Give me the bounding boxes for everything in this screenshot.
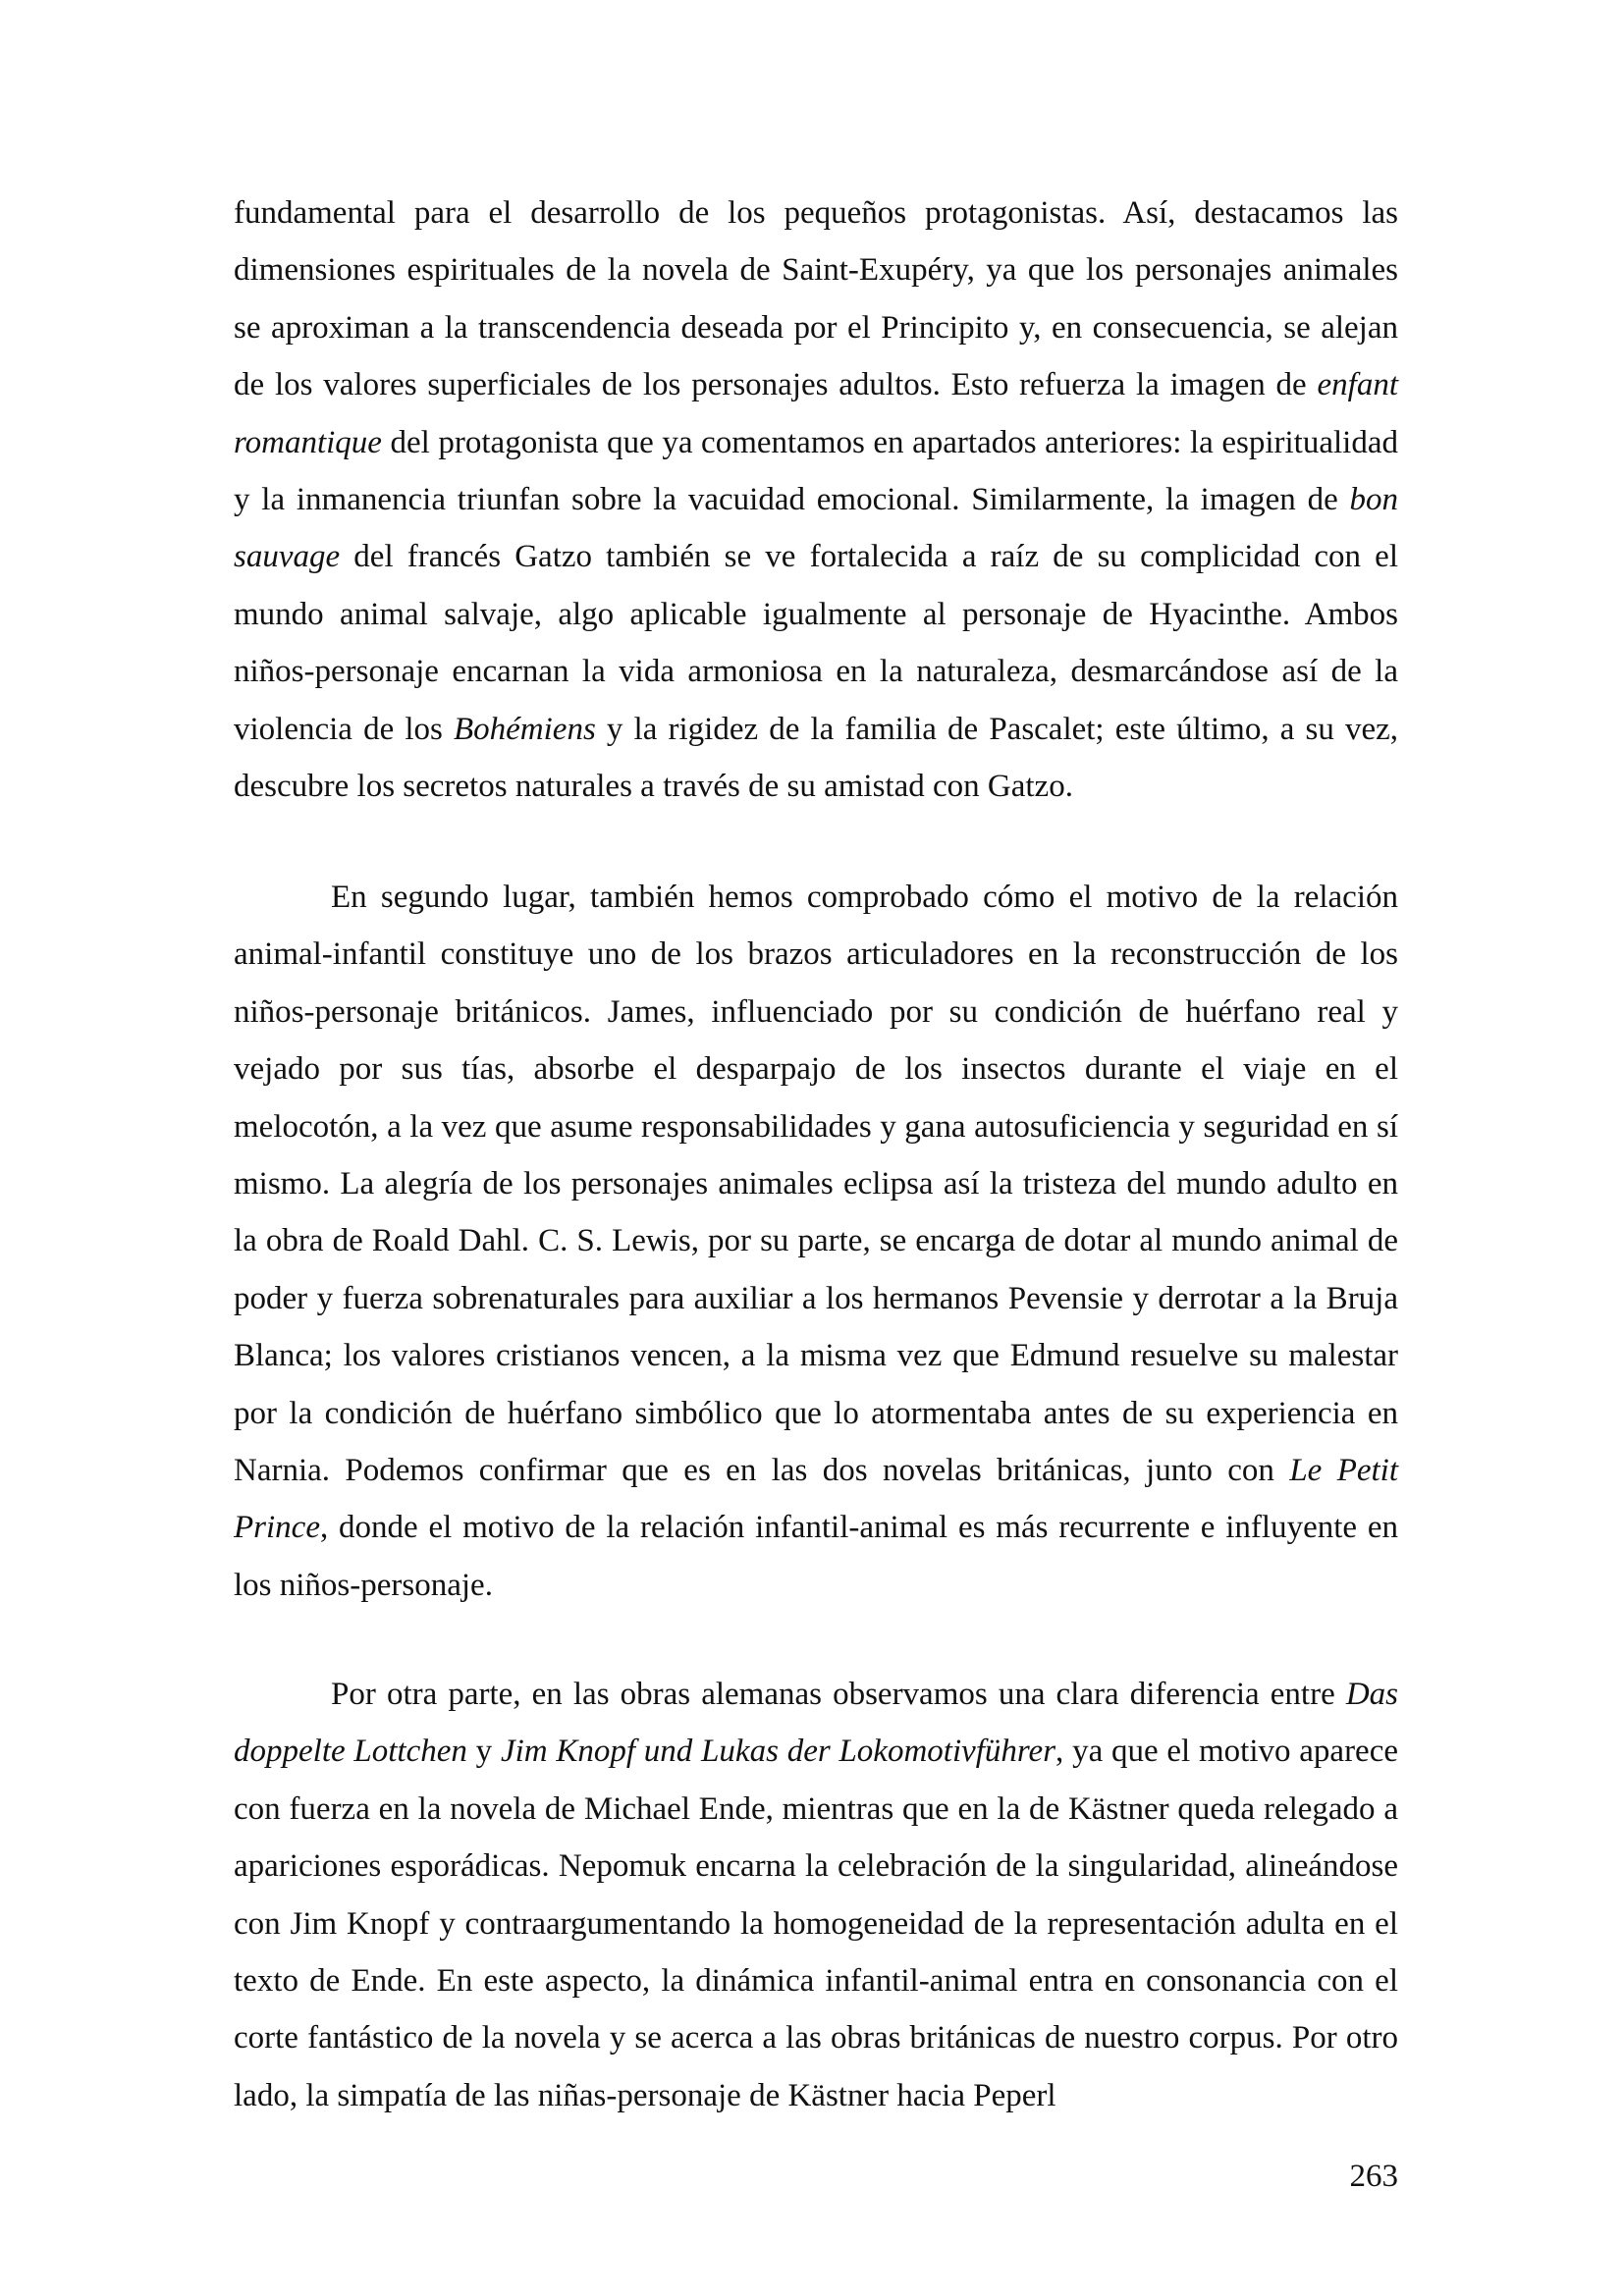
italic-term: Le Petit Prince <box>234 1453 1399 1546</box>
paragraph-german-novels <box>234 1666 1398 2124</box>
text-run: del protagonista que ya comentamos en apartados anteriores: la espiritualidad y la inmanencia triunfan sobre la vacuidad emocional. Similarmente, la imagen de <box>234 424 1398 518</box>
paragraph-text <box>234 1666 1398 2124</box>
paragraph-text <box>234 185 1398 815</box>
text-run: del francés Gatzo también se ve fortalecida a raíz de su complicidad con el mundo animal salvaje, algo aplicable igualmente al personaje de Hyacinthe. Ambos niños-personaje encarnan la vida armoniosa en la naturaleza, desmarcándose así de la violencia de los <box>234 539 1398 747</box>
text-run: , donde el motivo de la relación infantil-animal es más recurrente e influyente en los niños-personaje. <box>234 1510 1398 1603</box>
italic-term: bon sauvage <box>234 482 1398 575</box>
italic-term: Bohémiens <box>454 711 596 747</box>
text-run: Por otra parte, en las obras alemanas observamos una clara diferencia entre <box>331 1677 1346 1712</box>
paragraph-continuation <box>234 185 1398 815</box>
text-run: , ya que el motivo aparece con fuerza en la novela de Michael Ende, mientras que en la de Kästner queda relegado a apariciones esporádicas. Nepomuk encarna la celebración de la singularidad, alineándose con Jim Knopf y contraargumentando la homogeneidad de la representación adulta en el texto de Ende. En este aspecto, la dinámica infantil-animal entra en consonancia con el corte fantástico de la novela y se acerca a las obras británicas de nuestro corpus. Por otro lado, la simpatía de las niñas-personaje de Kästner hacia Peperl <box>234 1734 1398 2113</box>
italic-term: enfant romantique <box>234 367 1398 460</box>
text-run: y la rigidez de la familia de Pascalet; este último, a su vez, descubre los secretos naturales a través de su amistad con Gatzo. <box>234 711 1398 805</box>
italic-term: Jim Knopf und Lukas der Lokomotivführer <box>500 1734 1056 1770</box>
paragraph-british-novels <box>234 869 1398 1614</box>
text-run: fundamental para el desarrollo de los pequeños protagonistas. Así, destacamos las dimensiones espirituales de la novela de Saint-Exupéry, ya que los personajes animales se aproximan a la transcendencia deseada por el Principito y, en consecuencia, se alejan de los valores superficiales de los personajes adultos. Esto refuerza la imagen de <box>234 195 1398 403</box>
paragraph-text <box>234 869 1398 1614</box>
italic-term: Das doppelte Lottchen <box>234 1677 1398 1770</box>
text-run: En segundo lugar, también hemos comprobado cómo el motivo de la relación animal-infantil constituye uno de los brazos articuladores en la reconstrucción de los niños-personaje británicos. James, influenciado por su condición de huérfano real y vejado por sus tías, absorbe el desparpajo de los insectos durante el viaje en el melocotón, a la vez que asume responsabilidades y gana autosuficiencia y seguridad en sí mismo. La alegría de los personajes animales eclipsa así la tristeza del mundo adulto en la obra de Roald Dahl. C. S. Lewis, por su parte, se encarga de dotar al mundo animal de poder y fuerza sobrenaturales para auxiliar a los hermanos Pevensie y derrotar a la Bruja Blanca; los valores cristianos vencen, a la misma vez que Edmund resuelve su malestar por la condición de huérfano simbólico que lo atormentaba antes de su experiencia en Narnia. Podemos confirmar que es en las dos novelas británicas, junto con <box>234 880 1398 1489</box>
text-run: y <box>466 1734 501 1770</box>
page-number: 263 <box>1349 2159 1398 2194</box>
